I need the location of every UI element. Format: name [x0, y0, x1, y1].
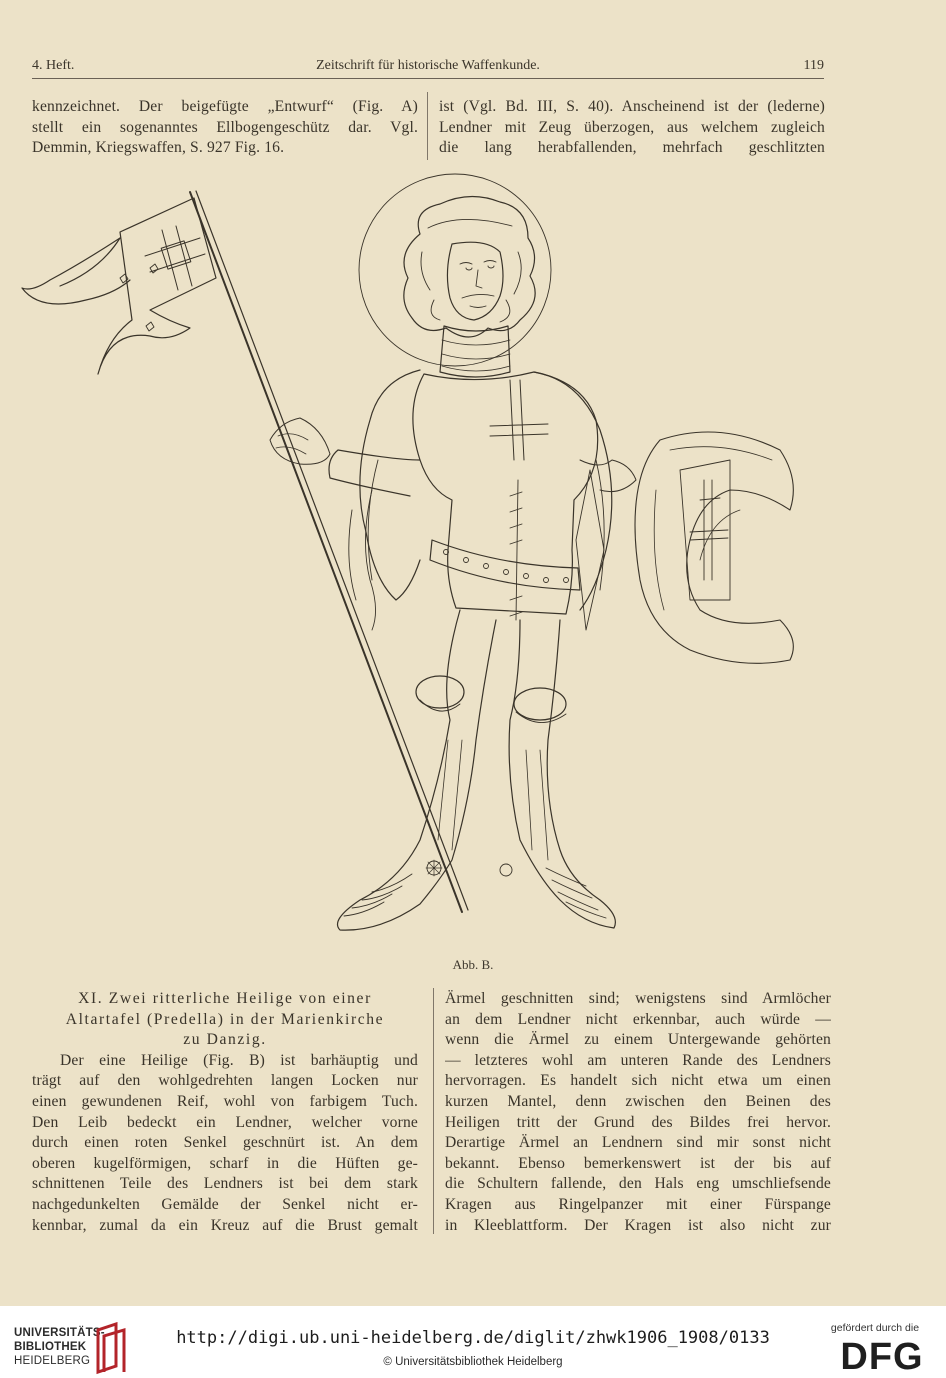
bottom-right-column: [445, 989, 831, 1236]
journal-title: Zeitschrift für historische Waffenkunde.: [316, 58, 540, 73]
text-line: Derartige Ärmel an Lendnern sind mir sonst nicht: [445, 1134, 831, 1152]
mail-collar: [440, 326, 510, 377]
hair-curls: [404, 196, 535, 337]
text-line: in Kleeblattform. Der Kragen ist also nicht zur: [445, 1216, 831, 1234]
text-line: einen gewundenen Reif, wohl von farbigem Tuch.: [32, 1092, 418, 1110]
text-line: kurzen Mantel, denn zwischen den Beinen des: [445, 1092, 831, 1110]
text-line: trägt auf den wohlgedrehten langen Locken nur: [32, 1072, 418, 1090]
section-heading-line: Altartafel (Predella) in der Marienkirche: [65, 1010, 385, 1028]
text-line: stellt ein sogenanntes Ellbogengeschütz dar. Vgl.: [32, 118, 418, 136]
text-line: die Schultern fallende, den Hals eng umschliefsende: [445, 1175, 831, 1193]
chest-cross-icon: [490, 380, 548, 460]
header-rule: [32, 78, 824, 79]
text-line: bekannt. Ebenso bemerkenswert ist der bis auf: [445, 1154, 831, 1172]
column-divider: [427, 92, 428, 160]
text-line: Demmin, Kriegswaffen, S. 927 Fig. 16.: [32, 139, 285, 157]
library-name-line: HEIDELBERG: [14, 1355, 91, 1367]
mantle: [360, 370, 612, 610]
belt: [430, 540, 580, 590]
right-leg: [509, 620, 615, 928]
text-line: Ärmel geschnitten sind; wenigstens sind Armlöcher: [445, 990, 831, 1007]
banner-flag: [98, 198, 216, 374]
knee-cop-right: [514, 688, 566, 720]
text-line: Kragen aus Ringelpanzer mit einer Fürspange: [445, 1195, 831, 1213]
halo-outline: [359, 174, 551, 366]
section-heading-line: zu Danzig.: [183, 1031, 267, 1049]
permalink-url[interactable]: http://digi.ub.uni-heidelberg.de/diglit/zhwk1906_1908/0133: [176, 1328, 770, 1348]
shield: [635, 432, 793, 663]
dfg-logo-icon: [834, 1336, 930, 1374]
face-outline: [447, 242, 503, 320]
page-number: 119: [803, 58, 824, 73]
running-header: [32, 58, 824, 78]
library-name-line: BIBLIOTHEK: [14, 1341, 87, 1353]
lendner-torso: [413, 372, 598, 614]
section-heading-line: XI. Zwei ritterliche Heilige von einer: [78, 990, 372, 1007]
text-line: Lendner mit Zeug überzogen, aus welchem zugleich: [439, 118, 825, 136]
flag-cross-icon: [145, 226, 205, 290]
text-line: kennzeichnet. Der beigefügte „Entwurf“ (Fig. A): [32, 98, 418, 115]
text-line: die lang herabfallenden, mehrfach geschlitzten: [439, 139, 825, 157]
banner-pole: [190, 192, 462, 912]
issue-number: 4. Heft.: [32, 58, 75, 73]
knight-illustration: [0, 160, 946, 960]
dfg-logo-text: DFG: [840, 1336, 924, 1374]
text-line: Heiligen tritt der Grund des Bildes frei hervor.: [445, 1113, 831, 1131]
sabaton-right: [546, 868, 606, 918]
column-divider: [433, 988, 434, 1234]
top-left-column: [32, 97, 418, 159]
funding-note: gefördert durch die: [830, 1322, 920, 1334]
text-line: ist (Vgl. Bd. III, S. 40). Anscheinend ist der (lederne): [439, 98, 825, 115]
text-line: an dem Lendner nicht erkennbar, auch würde —: [445, 1010, 831, 1028]
figure-caption: Abb. B.: [452, 957, 494, 972]
sabaton-left: [344, 874, 412, 916]
text-line: nachgedunkelten Gemälde der Senkel nicht er-: [32, 1195, 418, 1213]
text-line: wenn die Ärmel zu einem Untergewande gehörten: [445, 1031, 831, 1049]
text-line: schnittenen Teile des Lendners ist bei dem stark: [32, 1175, 418, 1193]
top-right-column: [439, 97, 825, 159]
text-line: oberen kugelförmigen, scharf in die Hüften ge-: [32, 1154, 418, 1172]
digitization-footer: [0, 1306, 946, 1378]
text-line: Den Leib bedeckt ein Lendner, welcher vorne: [32, 1113, 418, 1131]
copyright-notice: © Universitätsbibliothek Heidelberg: [383, 1356, 563, 1368]
text-line: durch einen roten Senkel geschnürt ist. An dem: [32, 1134, 418, 1152]
text-line: — letzteres wohl am unteren Rande des Lendners: [445, 1051, 831, 1069]
library-name-line: UNIVERSITÄTS-: [14, 1327, 105, 1339]
left-leg: [338, 610, 497, 930]
text-line: Der eine Heilige (Fig. B) ist barhäuptig und: [60, 1051, 418, 1069]
text-line: hervorragen. Es handelt sich nicht etwa um einen: [445, 1072, 831, 1090]
shield-cross-icon: [690, 480, 728, 580]
text-line: kennbar, zumal da ein Kreuz auf die Brust gemalt: [32, 1216, 418, 1234]
bottom-left-column: [32, 989, 418, 1236]
